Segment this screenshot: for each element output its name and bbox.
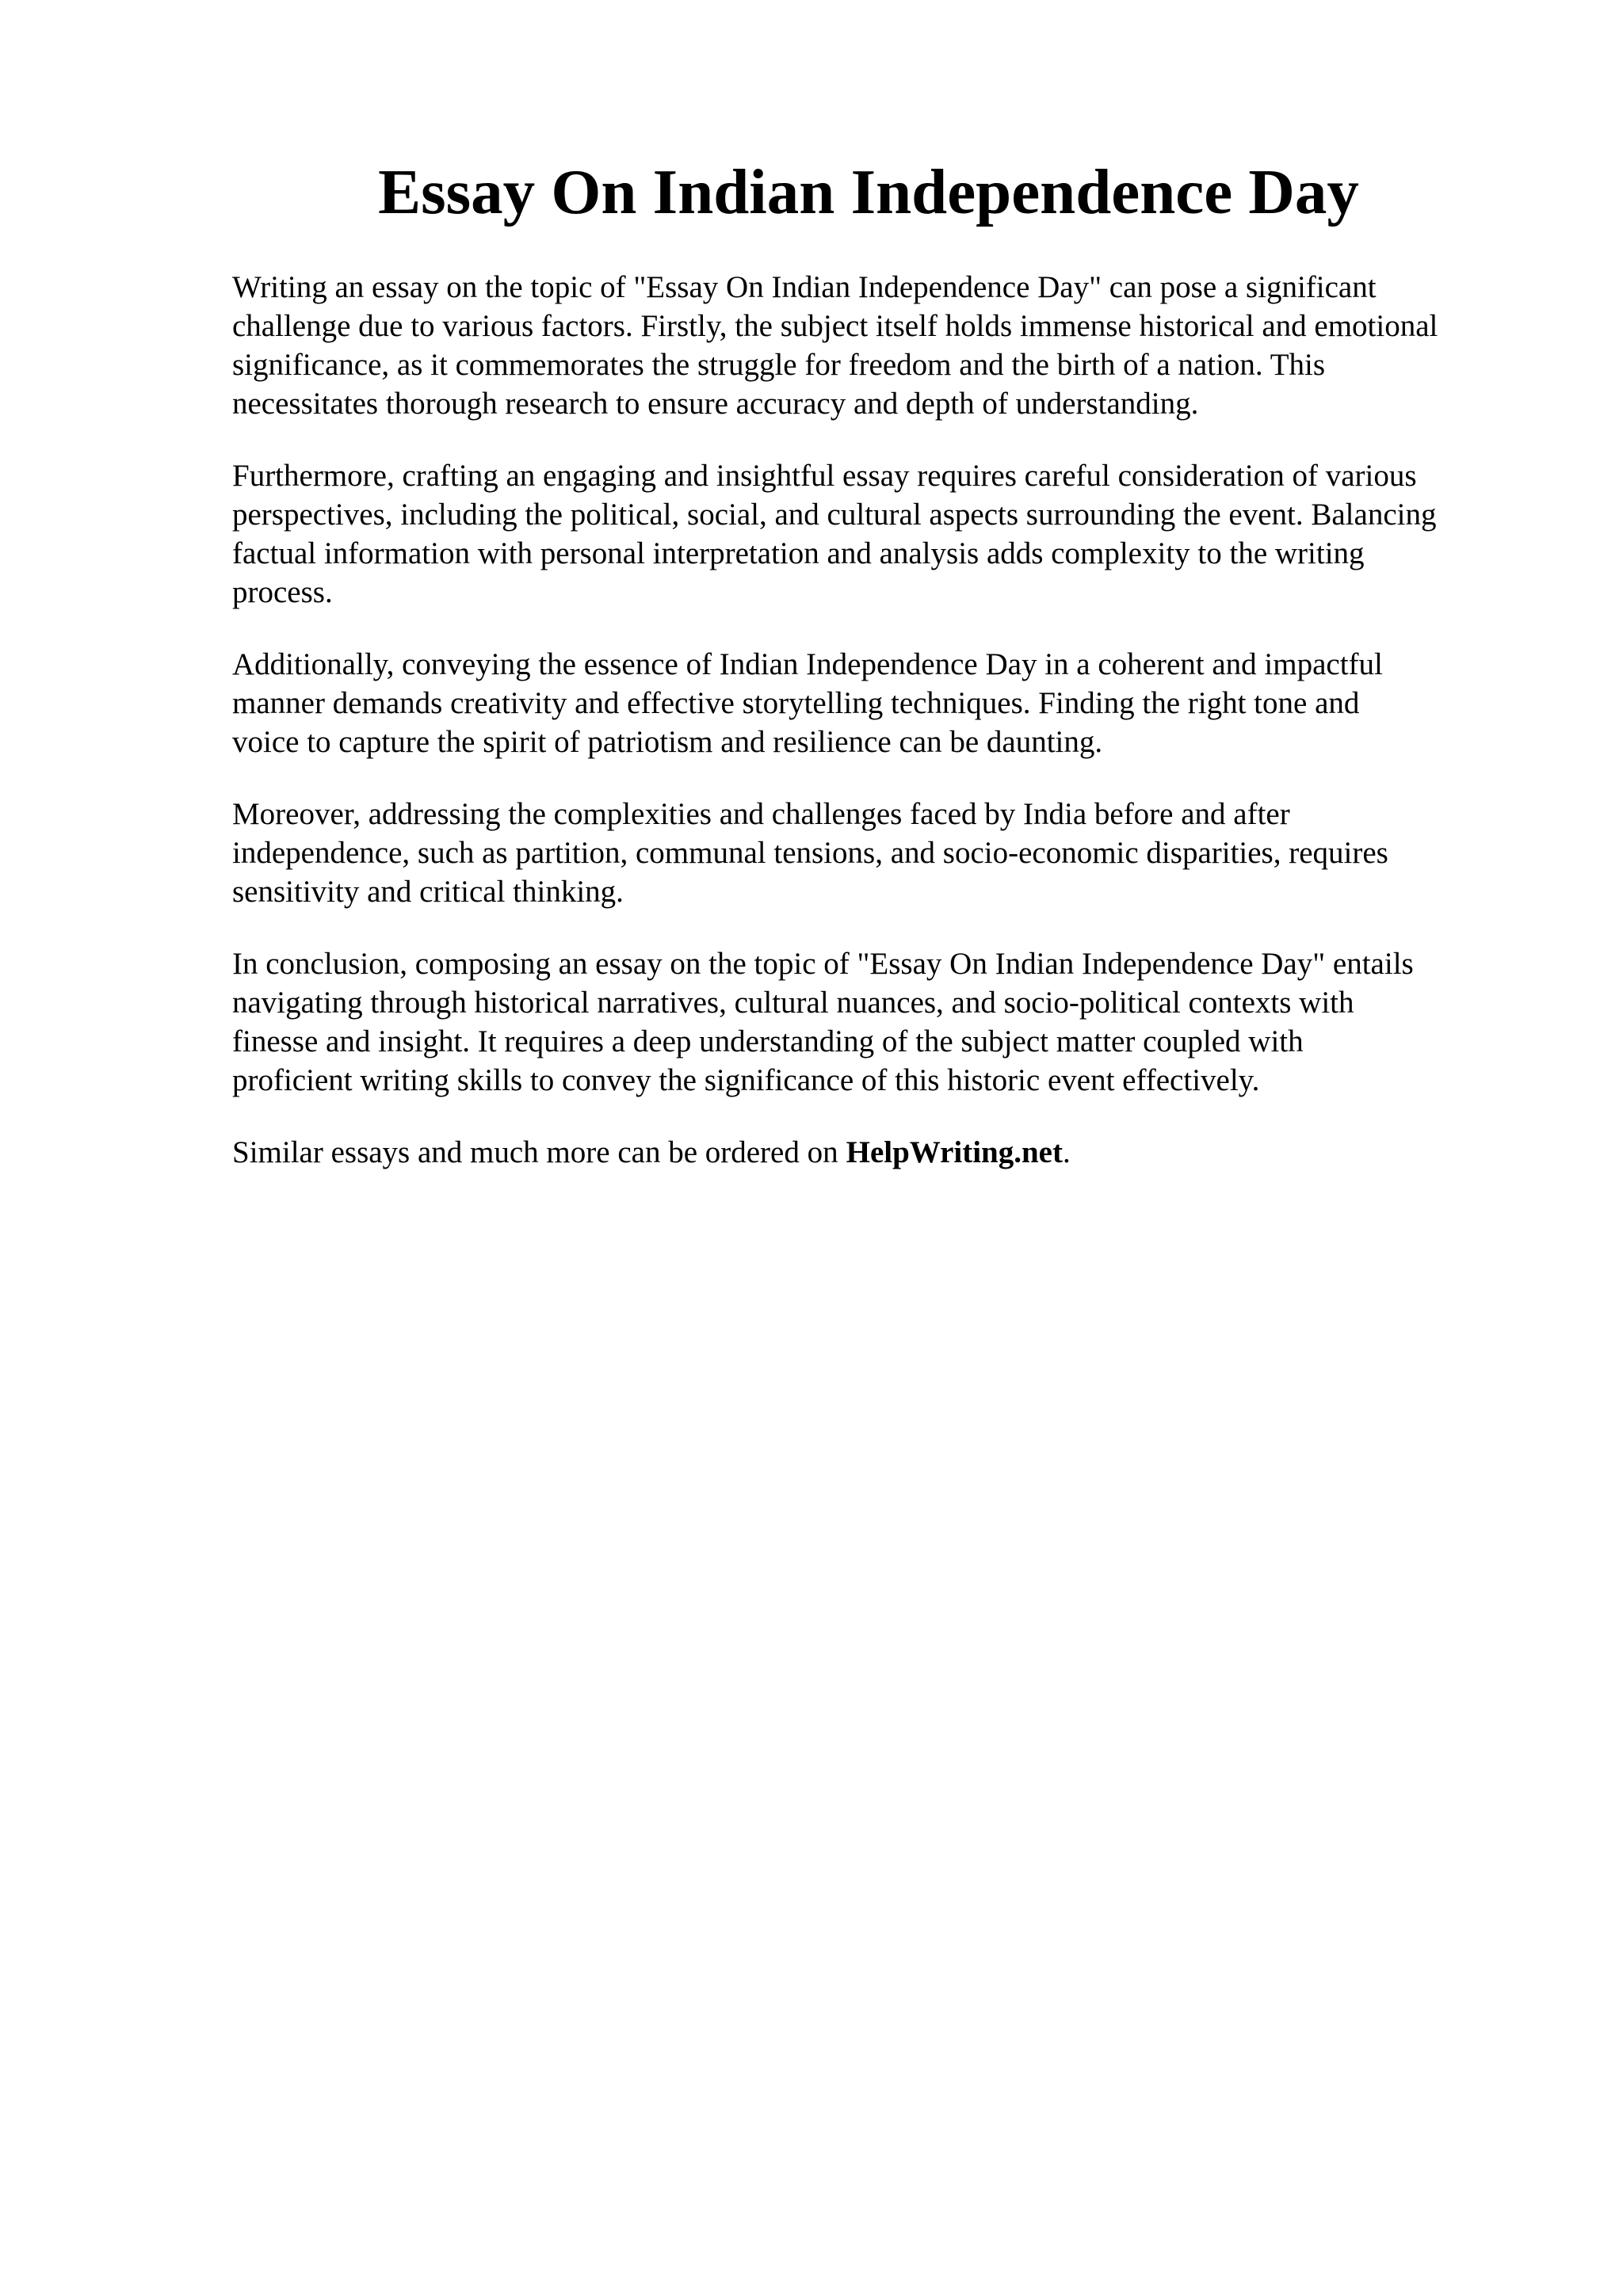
paragraph-4	[232, 795, 1557, 911]
paragraph-line: Moreover, addressing the complexities and challenges faced by India before and after	[232, 797, 1290, 831]
closing-text: Similar essays and much more can be ordered on	[232, 1135, 838, 1169]
paragraph-line: voice to capture the spirit of patriotism and resilience can be daunting.	[232, 725, 1103, 759]
document-title: Essay On Indian Independence Day	[378, 156, 1359, 227]
paragraph-3	[232, 645, 1557, 761]
paragraph-line: Furthermore, crafting an engaging and insightful essay requires careful consideration of various	[232, 459, 1417, 493]
paragraph-2	[232, 456, 1557, 612]
paragraph-line: finesse and insight. It requires a deep understanding of the subject matter coupled with	[232, 1024, 1304, 1058]
brand-link[interactable]: HelpWriting.net	[846, 1135, 1063, 1169]
paragraph-line: significance, as it commemorates the struggle for freedom and the birth of a nation. This	[232, 348, 1326, 382]
closing-period: .	[1062, 1135, 1071, 1169]
paragraph-line: process.	[232, 575, 333, 609]
paragraph-1	[232, 268, 1557, 423]
paragraph-line: navigating through historical narratives, cultural nuances, and socio-political contexts with	[232, 986, 1354, 1020]
paragraph-line: perspectives, including the political, social, and cultural aspects surrounding the event. Balancing	[232, 498, 1437, 532]
paragraph-line: Additionally, conveying the essence of Indian Independence Day in a coherent and impactful	[232, 647, 1383, 681]
paragraph-line: Writing an essay on the topic of "Essay On Indian Independence Day" can pose a significant	[232, 270, 1377, 304]
paragraph-line: challenge due to various factors. Firstly, the subject itself holds immense historical and emotional	[232, 309, 1438, 343]
paragraph-5	[232, 944, 1557, 1100]
paragraph-line: In conclusion, composing an essay on the topic of "Essay On Indian Independence Day" entails	[232, 947, 1414, 981]
paragraph-line: proficient writing skills to convey the significance of this historic event effectively.	[232, 1063, 1260, 1097]
paragraph-line: necessitates thorough research to ensure accuracy and depth of understanding.	[232, 387, 1199, 421]
paragraph-line: sensitivity and critical thinking.	[232, 875, 624, 909]
paragraph-line: independence, such as partition, communal tensions, and socio-economic disparities, requires	[232, 836, 1388, 870]
paragraph-line: manner demands creativity and effective storytelling techniques. Finding the right tone and	[232, 686, 1360, 720]
document-body	[232, 268, 1557, 1172]
paragraph-line: factual information with personal interpretation and analysis adds complexity to the writing	[232, 536, 1365, 570]
closing-line	[232, 1133, 1557, 1172]
